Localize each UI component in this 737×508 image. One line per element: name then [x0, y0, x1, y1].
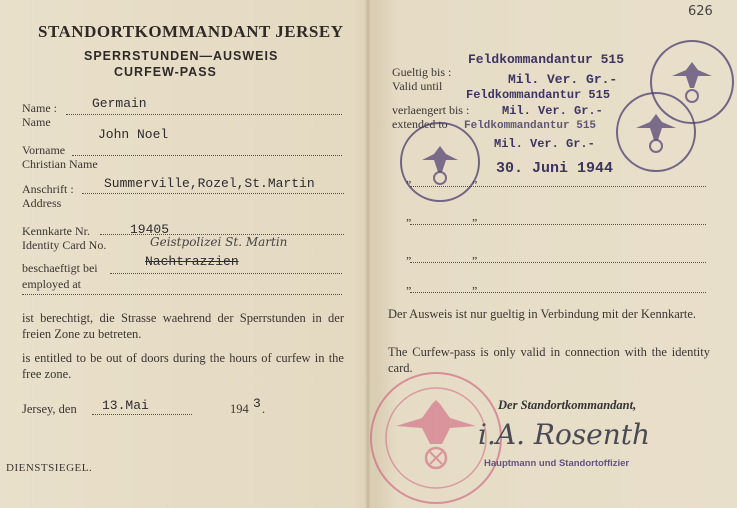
- feldkommandantur-stamp-line-3: Feldkommandantur 515: [464, 120, 597, 132]
- year-digit: 3: [253, 396, 261, 411]
- employer-value: Nachtrazzien: [145, 254, 239, 269]
- document-title: STANDORTKOMMANDANT JERSEY: [38, 22, 344, 41]
- mil-ver-gr-stamp-line: Mil. Ver. Gr.-: [508, 72, 618, 87]
- anschrift-label: Anschrift :: [22, 182, 74, 196]
- vorname-line: [72, 155, 342, 156]
- extra-line: [22, 294, 342, 295]
- employer-handwriting: Geistpolizei St. Martin: [150, 235, 288, 249]
- ditto-mark: „: [472, 209, 478, 223]
- eagle-icon: [618, 94, 694, 170]
- round-stamp-left: [400, 122, 480, 202]
- ditto-mark: „: [406, 277, 412, 291]
- beschaeftigt-label: beschaeftigt bei: [22, 261, 98, 275]
- surname-value: Germain: [92, 96, 147, 111]
- extended-to-label: extended to: [392, 117, 448, 131]
- feldkommandantur-stamp-line: Feldkommandantur 515: [468, 52, 625, 67]
- ditto-mark: „: [406, 247, 412, 261]
- gueltig-label: Gueltig bis :: [392, 65, 452, 79]
- kennkarte-label: Kennkarte Nr.: [22, 224, 90, 238]
- ditto-mark: „: [472, 171, 478, 185]
- eagle-icon: [402, 124, 478, 200]
- address-line: [82, 193, 344, 194]
- mil-ver-gr-stamp-line-3: Mil. Ver. Gr.-: [494, 137, 595, 151]
- feldkommandantur-stamp-line-2: Feldkommandantur 515: [466, 88, 611, 102]
- verlaengert-label: verlaengert bis :: [392, 103, 470, 117]
- round-stamp-right: [616, 92, 696, 172]
- rank-stamp: Hauptmann und Standortoffizier: [484, 458, 630, 469]
- page-number: 626: [688, 4, 713, 19]
- stamp-date: 30. Juni 1944: [496, 160, 614, 177]
- dienstsiegel-label: DIENSTSIEGEL.: [6, 462, 93, 474]
- name-line: [66, 114, 342, 115]
- employed-at-label: employed at: [22, 277, 81, 291]
- ditto-mark: „: [406, 209, 412, 223]
- valid-until-label: Valid until: [392, 79, 443, 93]
- permission-english: is entitled to be out of doors during the hours of curfew in the free zone.: [22, 351, 344, 381]
- identity-card-label: Identity Card No.: [22, 238, 107, 252]
- subtitle-english: CURFEW-PASS: [114, 65, 217, 79]
- address-value: Summerville,Rozel,St.Martin: [104, 176, 315, 191]
- row-line: [410, 224, 706, 225]
- row-line: [410, 262, 706, 263]
- name-label-english: Name: [22, 115, 51, 129]
- christian-name-label: Christian Name: [22, 157, 98, 171]
- subtitle-german: SPERRSTUNDEN—AUSWEIS: [84, 49, 279, 63]
- date-label: Jersey, den: [22, 402, 77, 416]
- address-label: Address: [22, 196, 62, 210]
- year-prefix: 194: [230, 402, 249, 416]
- employer-line: [110, 273, 342, 274]
- permission-german: ist berechtigt, die Strasse waehrend der Sperrstunden in der freien Zone zu betreten.: [22, 311, 344, 341]
- ditto-mark: „: [406, 171, 412, 185]
- validity-note-english: The Curfew-pass is only valid in connection with the identity card.: [388, 345, 710, 375]
- validity-note-german: Der Ausweis ist nur gueltig in Verbindung mit der Kennkarte.: [388, 307, 697, 321]
- identity-card-value: 19405: [130, 222, 170, 237]
- year-dot: .: [262, 402, 266, 416]
- signature: i.A. Rosenth: [478, 418, 651, 451]
- ditto-mark: „: [472, 247, 478, 261]
- mil-ver-gr-stamp-line-2: Mil. Ver. Gr.-: [502, 104, 603, 118]
- first-name-value: John Noel: [98, 127, 169, 142]
- vorname-label: Vorname: [22, 143, 66, 157]
- ditto-mark: „: [472, 277, 478, 291]
- kommandant-label: Der Standortkommandant,: [498, 398, 637, 412]
- row-line: [410, 292, 706, 293]
- date-line: [92, 414, 192, 415]
- issue-date-value: 13.Mai: [102, 398, 149, 413]
- name-label: Name :: [22, 101, 57, 115]
